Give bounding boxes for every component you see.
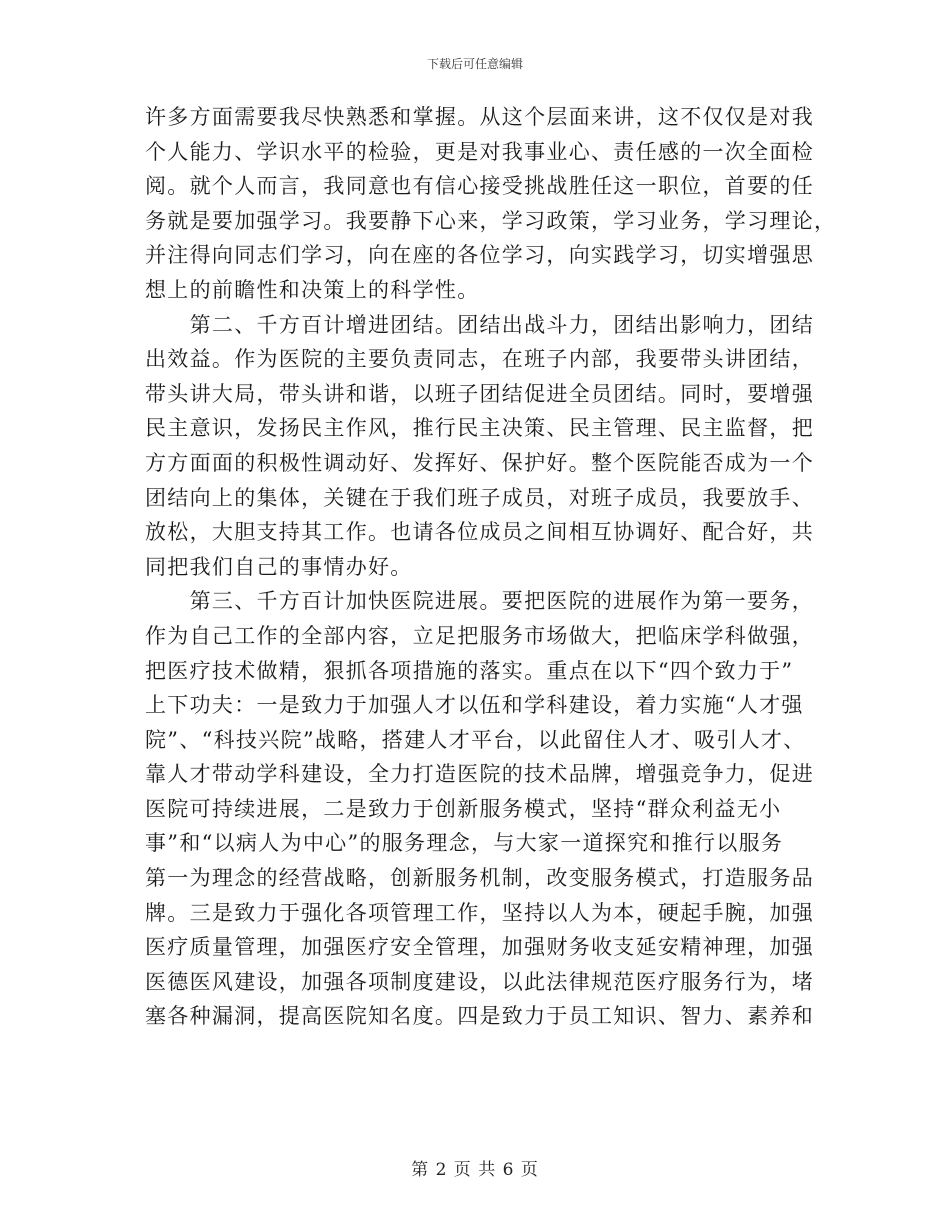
page-number: 第 2 页 共 6 页: [411, 1160, 539, 1180]
text-line: 第二、千方百计增进团结。团结出战斗力，团结出影响力，团结: [145, 312, 814, 337]
text-line: 民主意识，发扬民主作风，推行民主决策、民主管理、民主监督，把: [145, 416, 814, 441]
text-line: 带头讲大局，带头讲和谐，以班子团结促进全员团结。同时，要增强: [145, 381, 814, 406]
body-text: [145, 100, 837, 1034]
text-line: 塞各种漏洞，提高医院知名度。四是致力于员工知识、智力、素养和: [145, 1004, 814, 1029]
text-line: 务就是要加强学习。我要静下心来，学习政策，学习业务，学习理论，: [145, 208, 837, 233]
text-line: 事”和“以病人为中心”的服务理念，与大家一道探究和推行以服务: [145, 831, 784, 856]
text-line: 想上的前瞻性和决策上的科学性。: [145, 277, 480, 302]
text-line: 个人能力、学识水平的检验，更是对我事业心、责任感的一次全面检: [145, 139, 814, 164]
text-line: 并注得向同志们学习，向在座的各位学习，向实践学习，切实增强思: [145, 243, 814, 268]
text-line: 第三、千方百计加快医院进展。要把医院的进展作为第一要务，: [145, 589, 814, 614]
text-line: 上下功夫：一是致力于加强人才以伍和学科建设，着力实施“人才强: [145, 693, 804, 718]
text-line: 作为自己工作的全部内容，立足把服务市场做大，把临床学科做强，: [145, 623, 814, 648]
text-line: 阅。就个人而言，我同意也有信心接受挑战胜任这一职位，首要的任: [145, 174, 814, 199]
page-header: 下载后可任意编辑: [426, 57, 523, 71]
text-line: 同把我们自己的事情办好。: [145, 554, 413, 579]
text-line: 团结向上的集体，关键在于我们班子成员，对班子成员，我要放手、: [145, 485, 814, 510]
text-line: 许多方面需要我尽快熟悉和掌握。从这个层面来讲，这不仅仅是对我: [145, 105, 814, 129]
text-line: 靠人才带动学科建设，全力打造医院的技术品牌，增强竞争力，促进: [145, 762, 814, 787]
text-line: 院”、“科技兴院”战略，搭建人才平台，以此留住人才、吸引人才、: [145, 727, 806, 752]
text-line: 把医疗技术做精，狠抓各项措施的落实。重点在以下“四个致力于”: [145, 658, 794, 683]
text-line: 出效益。作为医院的主要负责同志，在班子内部，我要带头讲团结，: [145, 347, 814, 372]
text-line: 医疗质量管理，加强医疗安全管理，加强财务收支延安精神理，加强: [145, 935, 814, 960]
text-line: 医院可持续进展，二是致力于创新服务模式，坚持“群众利益无小: [145, 796, 782, 821]
text-line: 第一为理念的经营战略，创新服务机制，改变服务模式，打造服务品: [145, 866, 814, 891]
text-line: 放松，大胆支持其工作。也请各位成员之间相互协调好、配合好，共: [145, 520, 814, 545]
text-line: 医德医风建设，加强各项制度建设，以此法律规范医疗服务行为，堵: [145, 969, 814, 994]
text-line: 方方面面的积极性调动好、发挥好、保护好。整个医院能否成为一个: [145, 450, 814, 475]
text-line: 牌。三是致力于强化各项管理工作，坚持以人为本，硬起手腕，加强: [145, 900, 814, 925]
